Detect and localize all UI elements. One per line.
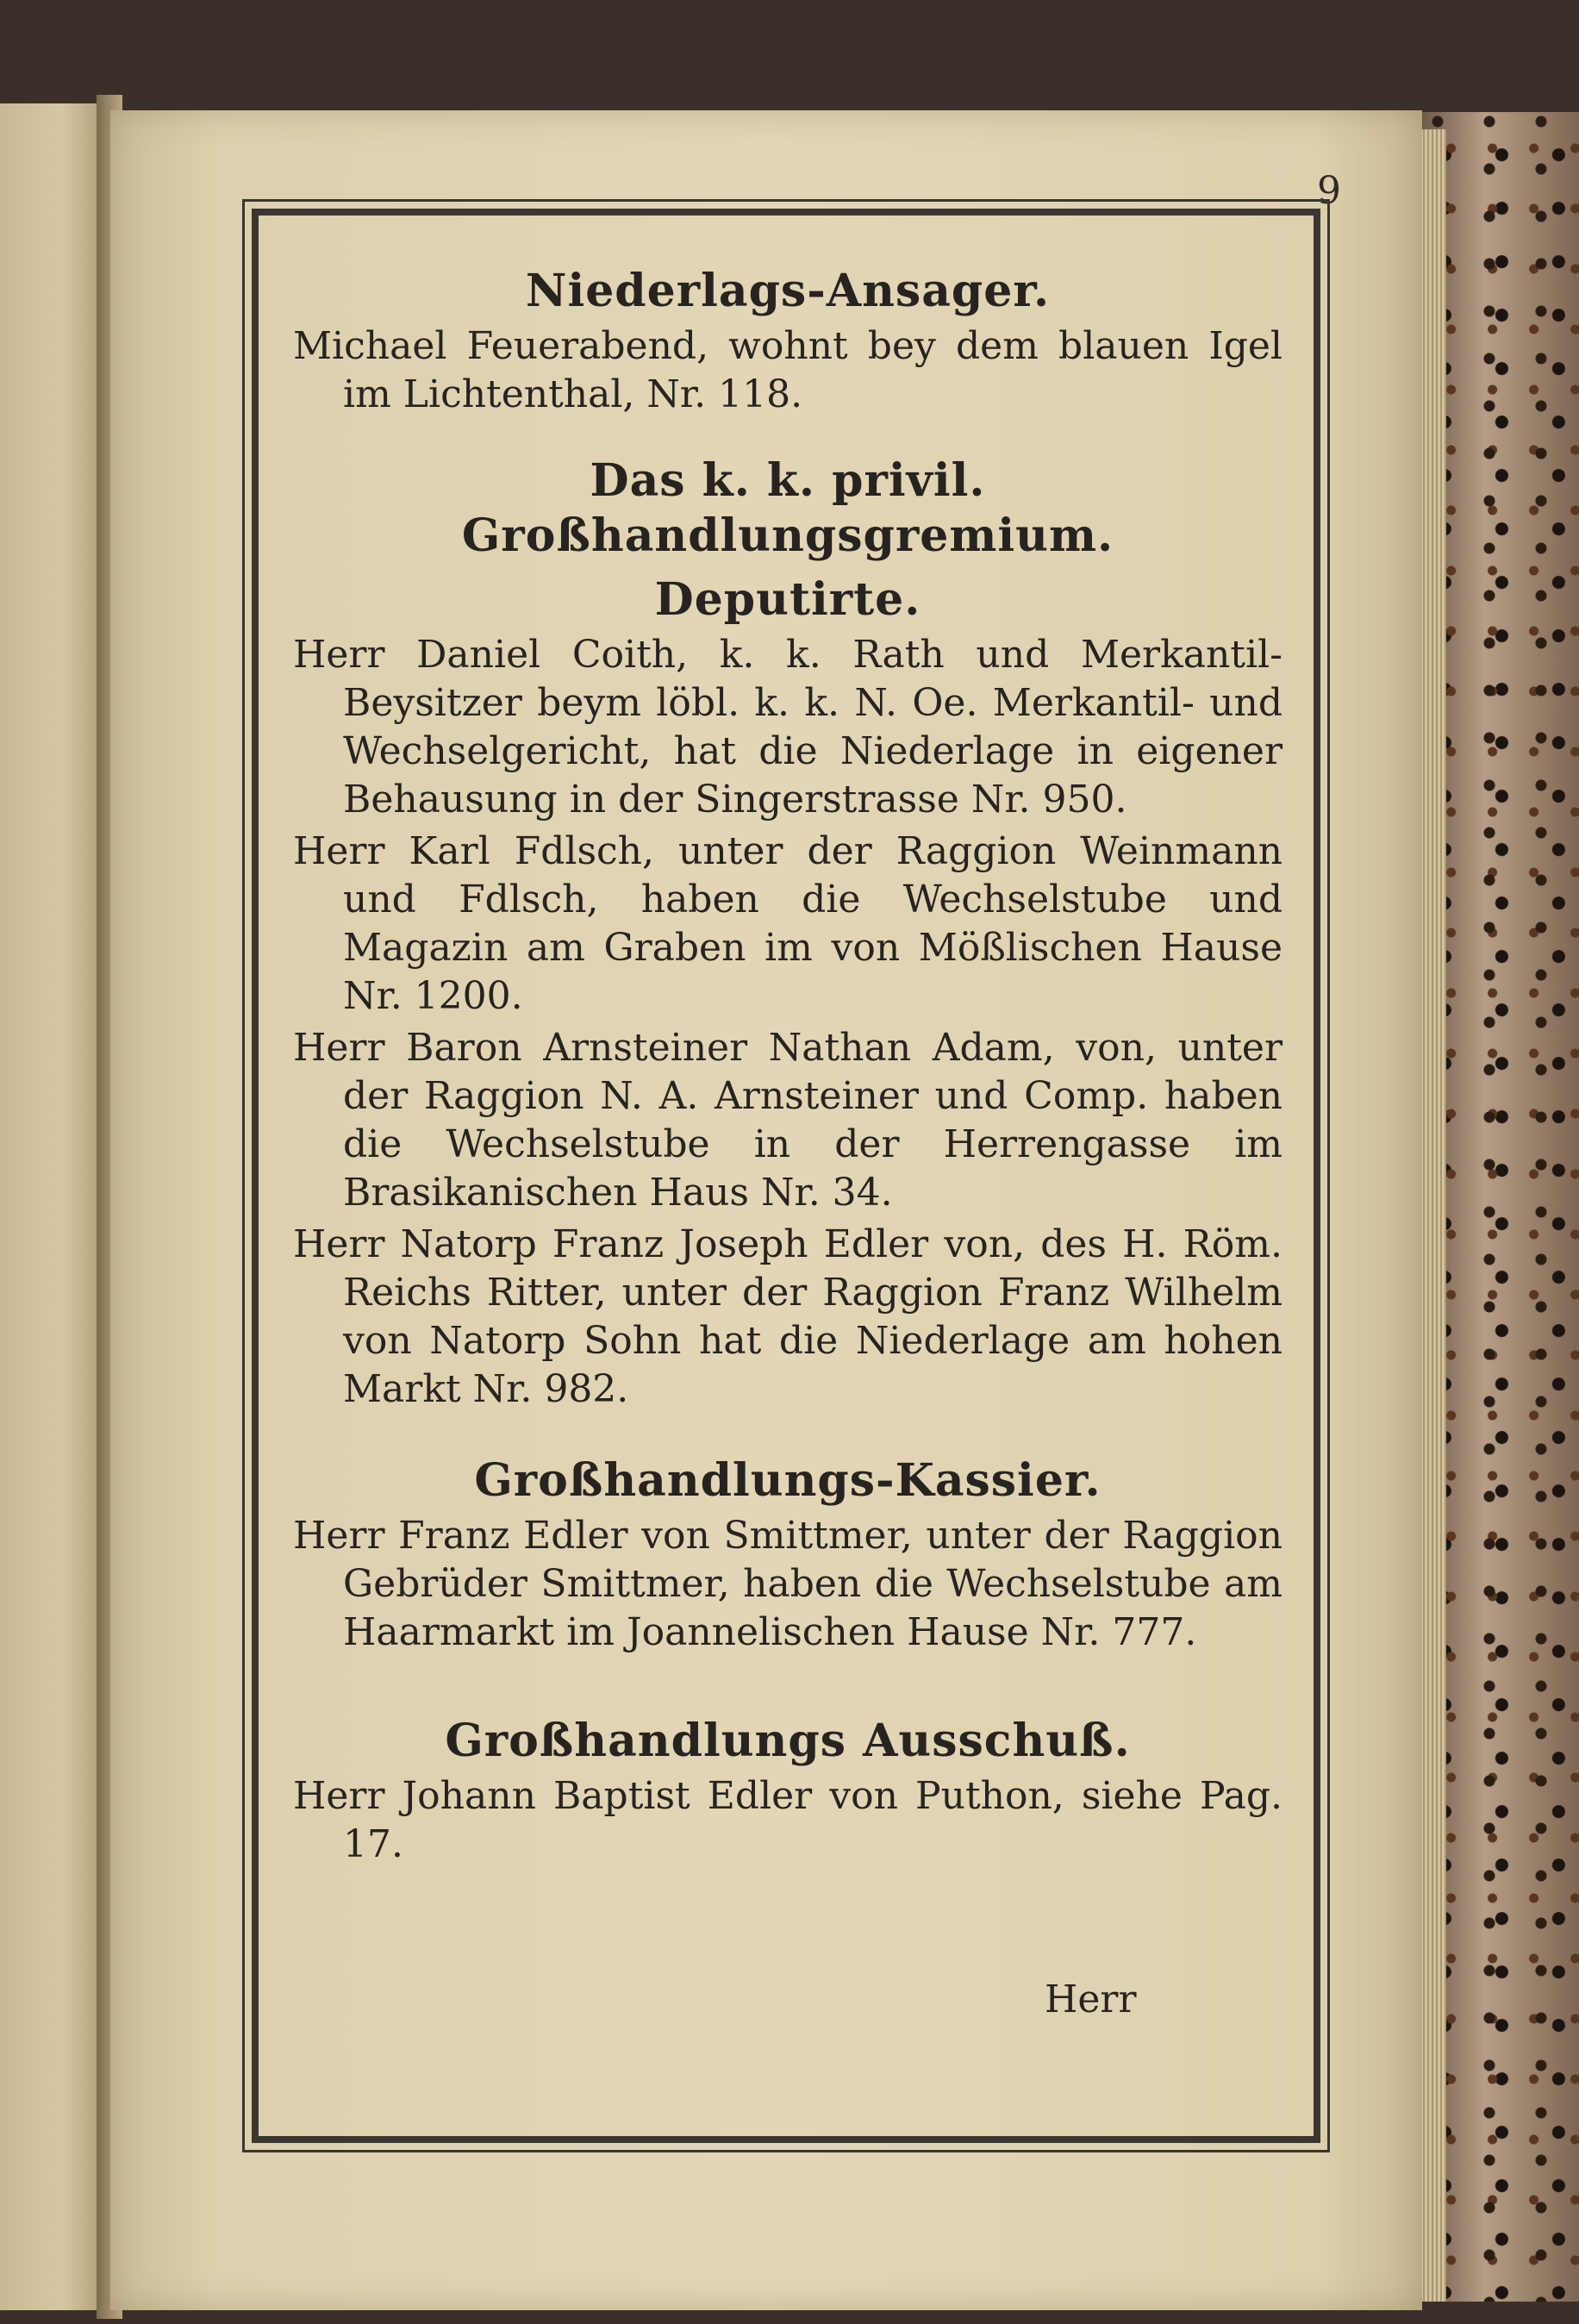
- list-item: Herr Daniel Coith, k. k. Rath und Merkantil-Beysitzer beym löbl. k. k. N. Oe. Merkantil- und Wechselgericht, hat die Niederlage in eigener Behausung in der Singerstrasse Nr. 950.: [293, 633, 1283, 822]
- facing-page-edge: [0, 103, 112, 2310]
- catchword: Herr: [1045, 1977, 1137, 2021]
- section-heading-grosshandlungsgremium: Das k. k. privil. Großhandlungsgremium.: [461, 454, 1114, 562]
- list-item: Herr Johann Baptist Edler von Puthon, siehe Pag. 17.: [293, 1774, 1283, 1866]
- page-content: [293, 255, 1283, 1869]
- list-item: Herr Franz Edler von Smittmer, unter der Raggion Gebrüder Smittmer, haben die Wechselstube am Haarmarkt im Joannelischen Hause Nr. 777.: [293, 1514, 1283, 1654]
- list-item: Michael Feuerabend, wohnt bey dem blauen Igel im Lichtenthal, Nr. 118.: [293, 324, 1283, 416]
- list-item: Herr Natorp Franz Joseph Edler von, des H. Röm. Reichs Ritter, unter der Raggion Franz Wilhelm von Natorp Sohn hat die Niederlage am hohen Markt Nr. 982.: [293, 1222, 1283, 1411]
- page-number: 9: [1317, 169, 1341, 213]
- list-item: Herr Karl Fdlsch, unter der Raggion Weinmann und Fdlsch, haben die Wechselstube und Magazin am Graben im von Mößlischen Hause Nr. 1200.: [293, 829, 1283, 1018]
- book-page: [110, 110, 1422, 2310]
- section-heading-ausschuss: Großhandlungs Ausschuß.: [445, 1715, 1131, 1767]
- section-heading-kassier: Großhandlungs-Kassier.: [474, 1454, 1102, 1507]
- section-heading-deputirte: Deputirte.: [654, 573, 921, 626]
- section-heading-niederlags-ansager: Niederlags-Ansager.: [525, 265, 1051, 317]
- list-item: Herr Baron Arnsteiner Nathan Adam, von, unter der Raggion N. A. Arnsteiner und Comp. haben die Wechselstube in der Herrengasse im Brasikanischen Haus Nr. 34.: [293, 1026, 1283, 1215]
